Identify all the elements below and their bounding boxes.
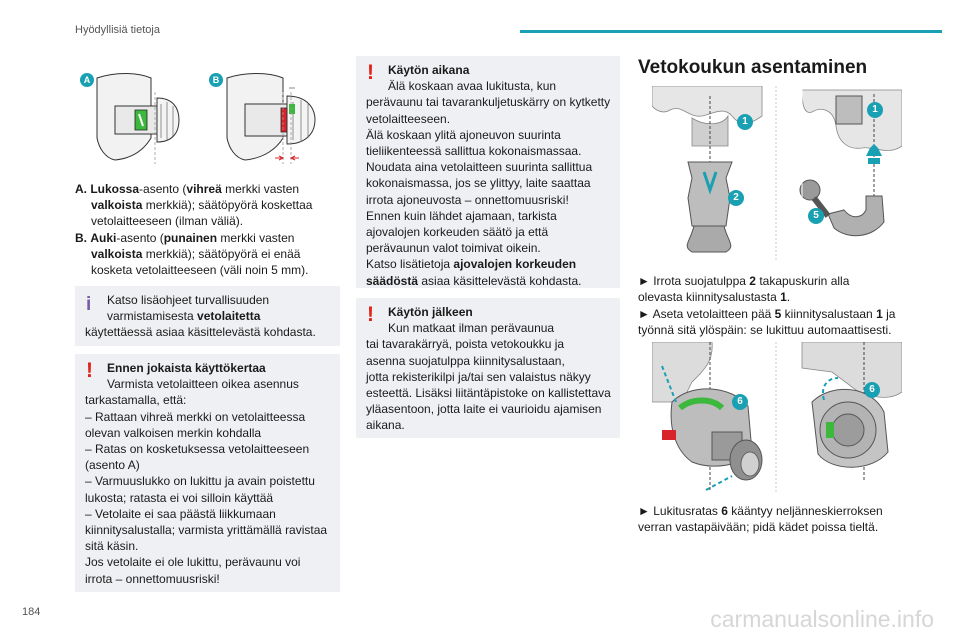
warning-use-line: perävaunun valot toimivat oikein. xyxy=(366,241,541,256)
badge-b: B xyxy=(209,73,223,87)
watermark: carmanualsonline.info xyxy=(710,606,934,632)
warning-icon: ! xyxy=(367,61,374,84)
warning-icon: ! xyxy=(86,359,93,382)
warning-use-line: perävaunu tai tavarankuljetuskärry on kytketty xyxy=(366,95,611,110)
warning-before-line: Varmista vetolaitteen oikea asennus xyxy=(107,377,299,392)
step-1: ► Irrota suojatulppa 2 takapuskurin alla olevasta kiinnitysalustasta 1. xyxy=(638,274,850,305)
page-number: 184 xyxy=(22,606,41,618)
info-line2: varmistamisesta vetolaitetta xyxy=(107,309,261,324)
warning-before-line: – Rattaan vihreä merkki on vetolaitteessa xyxy=(85,409,306,424)
locking-wheel-illustration xyxy=(652,342,902,494)
warning-use-last-line: Katso lisätietoja ajovalojen korkeuden xyxy=(366,257,577,272)
badge-5: 5 xyxy=(808,208,824,224)
warning-use-line: kokonaismassa, jos se ylittyy, laite saattaa xyxy=(366,176,591,191)
warning-before-line: sitä käsin. xyxy=(85,539,139,554)
warning-use-last-line-2: säädöstä asiaa käsittelevästä kohdasta. xyxy=(366,273,582,288)
badge-2: 2 xyxy=(728,190,744,206)
badge-1: 1 xyxy=(737,114,753,130)
caption-a: A. Lukossa-asento (vihreä merkki vasten valkoista merkkiä); säätöpyörä koskettaa vetolaitteeseen (ilman väliä). xyxy=(75,182,313,229)
warning-use-line: Älä koskaan avaa lukitusta, kun xyxy=(388,79,557,94)
warning-after-line: esteettä. Lisäksi liitäntäpistoke on kallistettava xyxy=(366,386,611,401)
warning-before-line: irrota – onnettomuusriski! xyxy=(85,571,220,586)
info-line3: käytettäessä asiaa käsittelevästä kohdasta. xyxy=(85,325,316,340)
step-2: ► Aseta vetolaitteen pää 5 kiinnitysalustaan 1 ja työnnä sitä ylöspäin: se lukittuu automaattisesti. xyxy=(638,307,896,338)
badge-a: A xyxy=(80,73,94,87)
section-header: Hyödyllisiä tietoja xyxy=(75,24,160,36)
warning-use-line: vetolaitteeseen. xyxy=(366,111,451,126)
warning-use-line: tieliikenteessä sallittua kokonaismassaa. xyxy=(366,144,582,159)
badge-1: 1 xyxy=(867,102,883,118)
warning-before-line: tarkastamalla, että: xyxy=(85,393,187,408)
warning-use-line: Noudata aina vetolaitteen suurinta sallittua xyxy=(366,160,593,175)
header-accent-bar xyxy=(520,30,942,33)
warning-after-line: asenna suojatulppa kiinnitysalustaan, xyxy=(366,353,565,368)
warning-after-line: Kun matkaat ilman perävaunua xyxy=(388,321,555,336)
warning-after-line: aikana. xyxy=(366,418,405,433)
warning-use-title: Käytön aikana xyxy=(388,63,470,77)
badge-6: 6 xyxy=(732,394,748,410)
warning-use-line: ajovalojen korkeuden säätö ja että xyxy=(366,225,549,240)
warning-after-use-box xyxy=(356,298,620,438)
info-box xyxy=(75,286,340,346)
warning-before-use-box xyxy=(75,354,340,592)
warning-icon: ! xyxy=(367,303,374,326)
warning-before-line: olevan valkoisen merkin kohdalla xyxy=(85,425,262,440)
warning-before-line: – Varmuuslukko on lukittu ja avain poistettu xyxy=(85,474,315,489)
hitch-lock-positions-illustration xyxy=(75,68,340,170)
info-icon: i xyxy=(86,294,92,315)
warning-before-line: Jos vetolaite ei ole lukittu, perävaunu voi xyxy=(85,555,301,570)
warning-before-line: – Ratas on kosketuksessa vetolaitteeseen xyxy=(85,442,310,457)
warning-after-line: tai tavarakärryä, poista vetokoukku ja xyxy=(366,337,565,352)
info-line1: Katso lisäohjeet turvallisuuden xyxy=(107,293,270,307)
warning-before-line: lukosta; ratasta ei voi silloin käyttää xyxy=(85,490,274,505)
warning-before-line: – Vetolaite ei saa päästä liikkumaan xyxy=(85,506,276,521)
warning-before-line: (asento A) xyxy=(85,458,140,473)
warning-during-use-box xyxy=(356,56,620,288)
step-3: ► Lukitusratas 6 kääntyy neljänneskierroksen verran vastapäivään; pidä kädet poissa tieltä. xyxy=(638,504,883,535)
warning-after-title: Käytön jälkeen xyxy=(388,305,473,319)
warning-after-line: yläasentoon, jotta laite ei vaurioidu ajamisen xyxy=(366,402,602,417)
warning-use-line: Älä koskaan ylitä ajoneuvon suurinta xyxy=(366,127,561,142)
warning-before-line: kiinnitysalustalla; varmista yrittämällä ravistaa xyxy=(85,523,328,538)
caption-b: B. Auki-asento (punainen merkki vasten valkoista merkkiä); säätöpyörä ei enää kosketa vetolaitteeseen (väli noin 5 mm). xyxy=(75,230,309,278)
warning-before-title: Ennen jokaista käyttökertaa xyxy=(107,361,266,375)
warning-after-line: jotta rekisterikilpi ja/tai sen valaistus näkyy xyxy=(366,369,591,384)
figure-caption xyxy=(75,181,340,278)
hitch-installation-illustration xyxy=(652,86,902,261)
section-heading: Vetokoukun asentaminen xyxy=(638,57,868,78)
warning-use-line: Ennen kuin lähdet ajamaan, tarkista xyxy=(366,208,557,223)
warning-use-line: irrota ajoneuvosta – onnettomuusriski! xyxy=(366,192,569,207)
badge-6: 6 xyxy=(864,382,880,398)
